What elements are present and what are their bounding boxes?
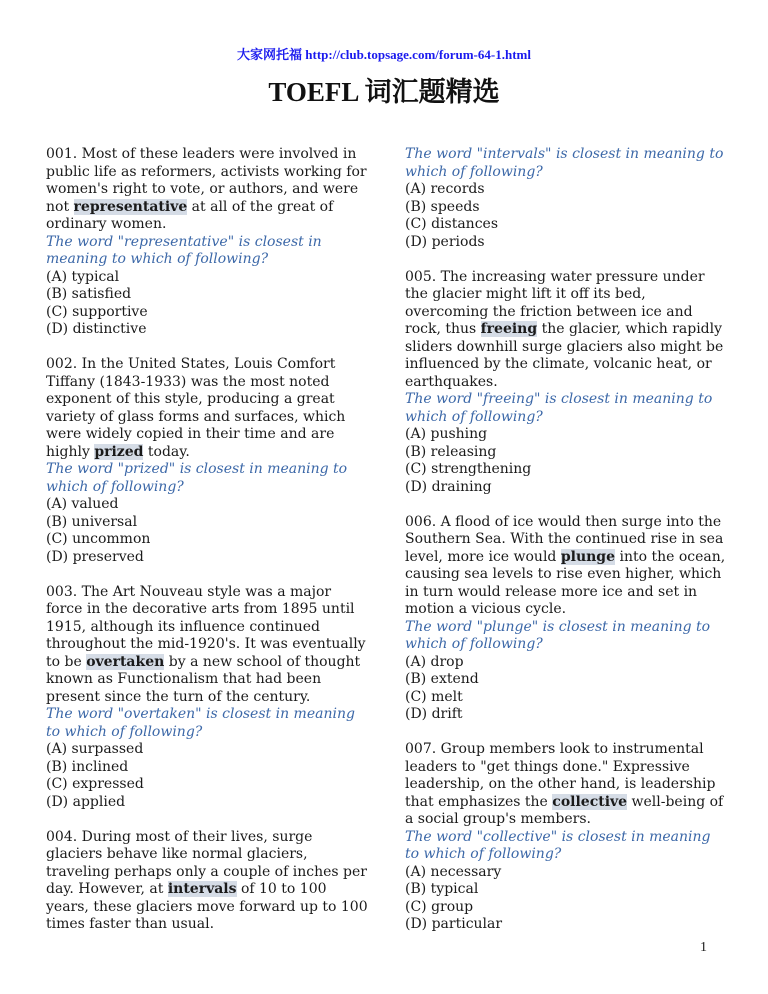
header-url[interactable]: http://club.topsage.com/forum-64-1.html [305,47,531,62]
highlighted-word: plunge [560,548,616,565]
highlighted-word: overtaken [86,653,165,670]
header-link[interactable] [0,44,768,63]
page-number: 1 [700,940,707,955]
option-d: (D) particular [405,916,503,932]
option-d: (D) distinctive [46,321,147,337]
highlighted-word: prized [94,443,144,460]
question-004-choices [405,146,727,251]
question-prompt: The word "intervals" is closest in meaning to which of following? [405,146,724,180]
option-d: (D) preserved [46,548,144,565]
option-a: (A) pushing [405,426,488,442]
question-003 [46,584,368,812]
question-passage: 002. In the United States, Louis Comfort Tiffany (1843-1933) was the most noted exponent of this style, producing a great variety of glass forms and surfaces, which were widely copied in their time and are highly prized today. [46,356,346,460]
header-site-name: 大家网托福 [237,47,303,62]
question-prompt: The word "overtaken" is closest in meaning to which of following? [46,706,355,740]
option-c: (C) distances [405,216,499,232]
option-c: (C) group [405,898,474,915]
option-d: (D) drift [405,706,463,722]
question-004-passage [46,829,368,934]
option-c: (C) strengthening [405,461,532,477]
question-prompt: The word "representative" is closest in meaning to which of following? [46,233,322,267]
highlighted-word: freeing [480,321,538,337]
option-b: (B) extend [405,671,479,687]
option-d: (D) draining [405,478,492,495]
option-b: (B) releasing [405,443,497,460]
option-a: (A) drop [405,653,464,670]
option-b: (B) typical [405,881,479,897]
option-d: (D) periods [405,233,485,250]
question-prompt: The word "freeing" is closest in meaning to which of following? [405,391,713,425]
question-prompt: The word "plunge" is closest in meaning to which of following? [405,618,711,652]
left-column [46,146,368,951]
option-a: (A) necessary [405,863,502,880]
question-prompt: The word "collective" is closest in meaning to which of following? [405,828,711,862]
highlighted-word: intervals [167,881,237,897]
option-a: (A) typical [46,268,120,285]
option-b: (B) speeds [405,198,480,215]
option-d: (D) applied [46,793,126,810]
highlighted-word: representative [73,198,188,215]
question-passage: 004. During most of their lives, surge glaciers behave like normal glaciers, traveling perhaps only a couple of inches per day. However, at intervals of 10 to 100 years, these glaciers move forward up to 100 times faster than usual. [46,828,368,932]
option-b: (B) satisfied [46,286,132,302]
option-b: (B) inclined [46,758,129,775]
question-005 [405,269,727,497]
option-a: (A) surpassed [46,741,144,757]
question-passage: 007. Group members look to instrumental leaders to "get things done." Expressive leadership, on the other hand, is leadership that emphasizes the collective well-being of a social group's members. [405,741,724,827]
option-a: (A) valued [46,496,119,512]
question-passage: 003. The Art Nouveau style was a major force in the decorative arts from 1895 until 1915, although its influence continued throughout the mid-1920's. It was eventually to be overtaken by a new school of thought known as Functionalism that had been present since the turn of the century. [46,583,366,705]
question-prompt: The word "prized" is closest in meaning to which of following? [46,461,348,495]
option-b: (B) universal [46,513,138,530]
option-c: (C) uncommon [46,531,151,547]
option-c: (C) expressed [46,776,144,792]
question-007 [405,741,727,934]
option-a: (A) records [405,181,485,197]
question-001 [46,146,368,339]
question-passage: 005. The increasing water pressure under the glacier might lift it off its bed, overcoming the friction between ice and rock, thus freeing the glacier, which rapidly sliders downhill surge glaciers also might be influenced by the climate, volcanic heat, or earthquakes. [405,268,724,390]
question-002 [46,356,368,566]
option-c: (C) supportive [46,303,148,320]
question-passage: 006. A flood of ice would then surge into the Southern Sea. With the continued rise in sea level, more ice would plunge into the ocean, causing sea levels to rise even higher, which in turn would release more ice and set in motion a vicious cycle. [405,513,726,617]
highlighted-word: collective [552,793,628,810]
page-title: TOEFL 词汇题精选 [268,77,500,107]
question-passage: 001. Most of these leaders were involved in public life as reformers, activists working for women's right to vote, or authors, and were not representative at all of the great of ordinary women. [46,146,367,232]
right-column [405,146,727,951]
option-c: (C) melt [405,688,463,705]
question-006 [405,514,727,724]
